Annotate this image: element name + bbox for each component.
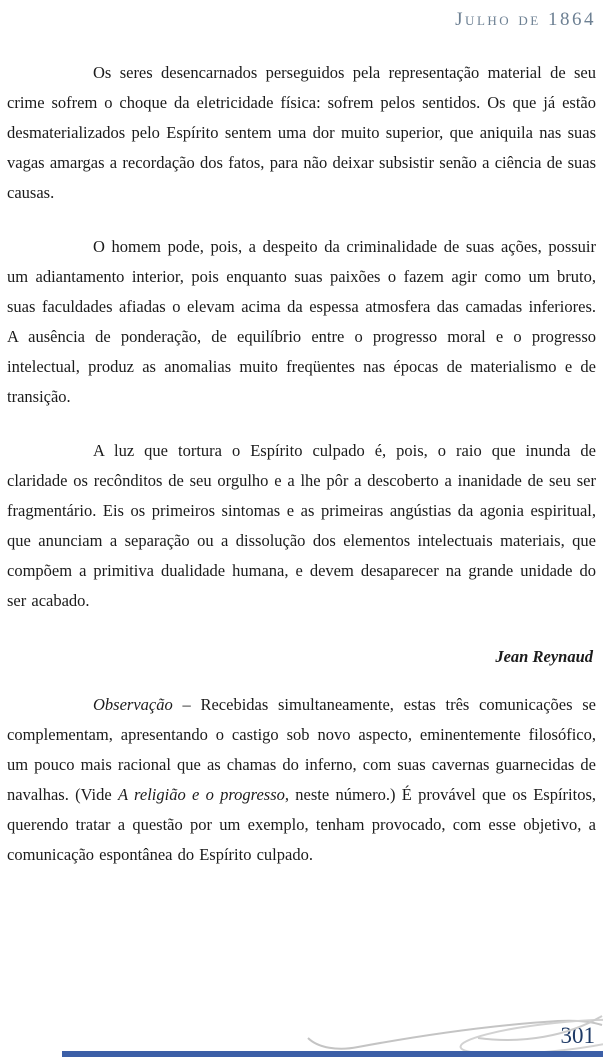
footer-swoosh-icon	[283, 998, 603, 1054]
observation-text: Recebidas simultaneamente, estas três comunicações se complementam, apresentando o castigo sob novo aspecto, eminentemente filosófico, um pouco mais racional que as chamas do inferno, com suas cavernas guarnecidas de navalhas. (Vide	[7, 695, 596, 804]
footer-bar	[62, 1051, 603, 1057]
paragraph: Os seres desencarnados perseguidos pela representação material de seu crime sofrem o choque da eletricidade física: sofrem pelos sentidos. Os que já estão desmaterializados pelo Espírito sentem uma dor muito superior, que aniquila nas suas vagas amargas a recordação dos fatos, para não deixar subsistir senão a ciência de suas causas.	[7, 63, 596, 202]
running-head-date: Julho de 1864	[455, 9, 596, 30]
author-signature: Jean Reynaud	[495, 647, 593, 666]
cited-work-title: A religião e o progresso	[118, 785, 285, 804]
paragraph: O homem pode, pois, a despeito da criminalidade de suas ações, possuir um adiantamento interior, pois enquanto suas paixões o fazem agir como um bruto, suas faculdades afiadas o elevam acima da espessa atmosfera das camadas inferiores. A ausência de ponderação, de equilíbrio entre o progresso moral e o progresso intelectual, produz as anomalias muito freqüentes nas épocas de materialismo e de transição.	[7, 237, 596, 406]
page-number: 301	[560, 1023, 595, 1048]
paragraph: A luz que tortura o Espírito culpado é, pois, o raio que inunda de claridade os recônditos de seu orgulho e a lhe pôr a descoberto a inanidade de seu ser fragmentário. Eis os primeiros sintomas e as primeiras angústias da agonia espiritual, que anunciam a separação ou a dissolução dos elementos intelectuais materiais, que compõem a primitiva dualidade humana, e devem desaparecer na grande unidade do ser acabado.	[7, 441, 596, 610]
observation-lead-label: Observação	[93, 695, 173, 714]
observation-separator: –	[172, 695, 201, 714]
observation-text: , neste número.) É provável que os Espíritos, querendo tratar a questão por um exemplo, tenham provocado, com esse objetivo, a comunicação espontânea do Espírito culpado.	[7, 785, 596, 864]
observation-paragraph	[7, 690, 596, 870]
